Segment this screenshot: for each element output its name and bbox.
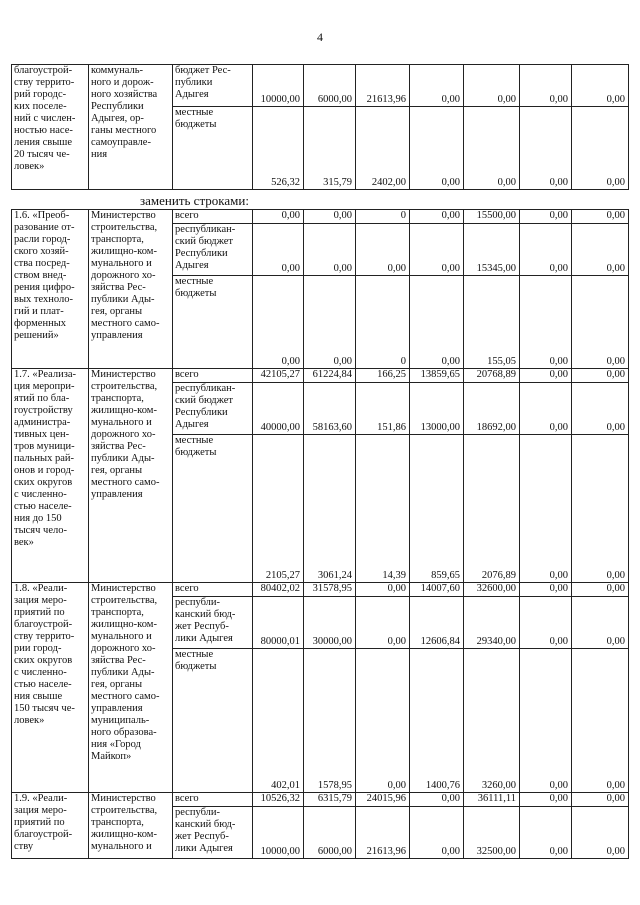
executor-cell: коммуналь- ного и дорож- ного хозяйства Республики Адыгея, ор- ганы местного самоуправле- ния [89,65,173,190]
amount-cell: 42105,27 [253,369,304,383]
budget-label-cell: местные бюджеты [173,649,253,793]
amount-cell: 30000,00 [304,597,356,649]
amount-cell: 0,00 [410,807,464,859]
amount-cell: 0,00 [572,65,629,107]
amount-cell: 0,00 [520,597,572,649]
budget-label-cell: местные бюджеты [173,435,253,583]
budget-label-cell: республи- канский бюд- жет Респуб- лики Адыгея [173,597,253,649]
amount-cell: 0,00 [356,224,410,276]
amount-cell: 0,00 [572,383,629,435]
amount-cell: 0,00 [572,107,629,190]
amount-cell: 0,00 [410,276,464,369]
amount-cell: 0,00 [520,435,572,583]
amount-cell: 0,00 [304,210,356,224]
replacement-table [11,209,629,859]
amount-cell: 0,00 [572,369,629,383]
amount-cell: 1400,76 [410,649,464,793]
item-name-cell: благоустрой- ству террито- рий городс- ких поселе- ний с числен- ностью насе- ления свыше 20 тысяч че- ловек» [12,65,89,190]
amount-cell: 6000,00 [304,807,356,859]
amount-cell: 31578,95 [304,583,356,597]
amount-cell: 3260,00 [464,649,520,793]
amount-cell: 0,00 [572,276,629,369]
amount-cell: 15500,00 [464,210,520,224]
amount-cell: 166,25 [356,369,410,383]
budget-label-cell: всего [173,210,253,224]
amount-cell: 14007,60 [410,583,464,597]
amount-cell: 6315,79 [304,793,356,807]
table-fragment-top [11,64,629,190]
amount-cell: 0,00 [410,793,464,807]
amount-cell: 0,00 [410,65,464,107]
amount-cell: 526,32 [253,107,304,190]
amount-cell: 0,00 [572,793,629,807]
table-row [12,583,629,597]
amount-cell: 58163,60 [304,383,356,435]
amount-cell: 0,00 [520,210,572,224]
amount-cell: 0,00 [253,224,304,276]
amount-cell: 0,00 [572,649,629,793]
amount-cell: 0,00 [520,224,572,276]
amount-cell: 14,39 [356,435,410,583]
amount-cell: 21613,96 [356,65,410,107]
amount-cell: 61224,84 [304,369,356,383]
budget-label-cell: республи- канский бюд- жет Респуб- лики Адыгея [173,807,253,859]
amount-cell: 10526,32 [253,793,304,807]
budget-label-cell: местные бюджеты [173,276,253,369]
executor-cell: Министерство строительства, транспорта, жилищно-ком- мунального и дорожного хо- зяйства Рес- публики Ады- гея, органы местного само- управления [89,369,173,583]
amount-cell: 15345,00 [464,224,520,276]
amount-cell: 0,00 [304,224,356,276]
amount-cell: 402,01 [253,649,304,793]
item-name-cell: 1.9. «Реали- зация меро- приятий по благоустрой- ству [12,793,89,859]
amount-cell: 0,00 [464,65,520,107]
amount-cell: 20768,89 [464,369,520,383]
amount-cell: 155,05 [464,276,520,369]
table-row [12,793,629,807]
amount-cell: 2402,00 [356,107,410,190]
page-number: 4 [317,30,323,44]
amount-cell: 0,00 [520,807,572,859]
amount-cell: 10000,00 [253,807,304,859]
item-name-cell: 1.6. «Преоб- разование от- расли город- ского хозяй- ства посред- ством внед- рения цифро- вых техноло- гий и плат- форменных решений» [12,210,89,369]
amount-cell: 3061,24 [304,435,356,583]
amount-cell: 0 [356,210,410,224]
amount-cell: 0,00 [520,793,572,807]
amount-cell: 0,00 [304,276,356,369]
amount-cell: 36111,11 [464,793,520,807]
amount-cell: 0,00 [356,597,410,649]
amount-cell: 12606,84 [410,597,464,649]
item-name-cell: 1.8. «Реали- зация меро- приятий по благоустрой- ству террито- рии город- ских округов с численно- стью населе- ния свыше 150 тысяч че- ловек» [12,583,89,793]
amount-cell: 13859,65 [410,369,464,383]
budget-label-cell: всего [173,583,253,597]
budget-label-cell: республикан- ский бюджет Республики Адыгея [173,224,253,276]
executor-cell: Министерство строительства, транспорта, жилищно-ком- мунального и дорожного хо- зяйства Рес- публики Ады- гея, органы местного само- управления муниципаль- ного образова- ния «Город Майкоп» [89,583,173,793]
table-row [12,210,629,224]
item-name-cell: 1.7. «Реализа- ция меропри- ятий по бла- гоустройству администра- тивных цен- тров муници- пальных рай- онов и город- ских округов с численно- стью населе- ния до 150 тысяч чело- век» [12,369,89,583]
budget-label-cell: бюджет Рес- публики Адыгея [173,65,253,107]
amount-cell: 18692,00 [464,383,520,435]
amount-cell: 0,00 [410,107,464,190]
amount-cell: 32600,00 [464,583,520,597]
budget-label-cell: республикан- ский бюджет Республики Адыгея [173,383,253,435]
amount-cell: 40000,00 [253,383,304,435]
amount-cell: 29340,00 [464,597,520,649]
amount-cell: 6000,00 [304,65,356,107]
amount-cell: 0,00 [410,224,464,276]
amount-cell: 0,00 [572,807,629,859]
amount-cell: 24015,96 [356,793,410,807]
amount-cell: 151,86 [356,383,410,435]
amount-cell: 0,00 [572,597,629,649]
amount-cell: 0,00 [572,224,629,276]
amount-cell: 0,00 [520,107,572,190]
amount-cell: 13000,00 [410,383,464,435]
amount-cell: 0,00 [572,583,629,597]
amount-cell: 859,65 [410,435,464,583]
amount-cell: 0,00 [356,649,410,793]
executor-cell: Министерство строительства, транспорта, жилищно-ком- мунального и дорожного хо- зяйства Рес- публики Ады- гея, органы местного само- управления [89,210,173,369]
amount-cell: 0,00 [572,435,629,583]
amount-cell: 2105,27 [253,435,304,583]
amount-cell: 2076,89 [464,435,520,583]
amount-cell: 0,00 [253,210,304,224]
budget-label-cell: всего [173,793,253,807]
amount-cell: 10000,00 [253,65,304,107]
amount-cell: 80000,01 [253,597,304,649]
amount-cell: 1578,95 [304,649,356,793]
amount-cell: 0,00 [520,649,572,793]
replacement-heading: заменить строками: [140,193,249,208]
amount-cell: 0,00 [520,583,572,597]
amount-cell: 0,00 [520,276,572,369]
amount-cell: 32500,00 [464,807,520,859]
amount-cell: 0,00 [464,107,520,190]
amount-cell: 0,00 [520,369,572,383]
amount-cell: 0,00 [410,210,464,224]
budget-label-cell: местные бюджеты [173,107,253,190]
amount-cell: 0,00 [253,276,304,369]
amount-cell: 315,79 [304,107,356,190]
amount-cell: 80402,02 [253,583,304,597]
table-row [12,369,629,383]
amount-cell: 21613,96 [356,807,410,859]
amount-cell: 0,00 [572,210,629,224]
amount-cell: 0,00 [520,383,572,435]
amount-cell: 0,00 [520,65,572,107]
amount-cell: 0,00 [356,583,410,597]
executor-cell: Министерство строительства, транспорта, жилищно-ком- мунального и [89,793,173,859]
amount-cell: 0 [356,276,410,369]
budget-label-cell: всего [173,369,253,383]
